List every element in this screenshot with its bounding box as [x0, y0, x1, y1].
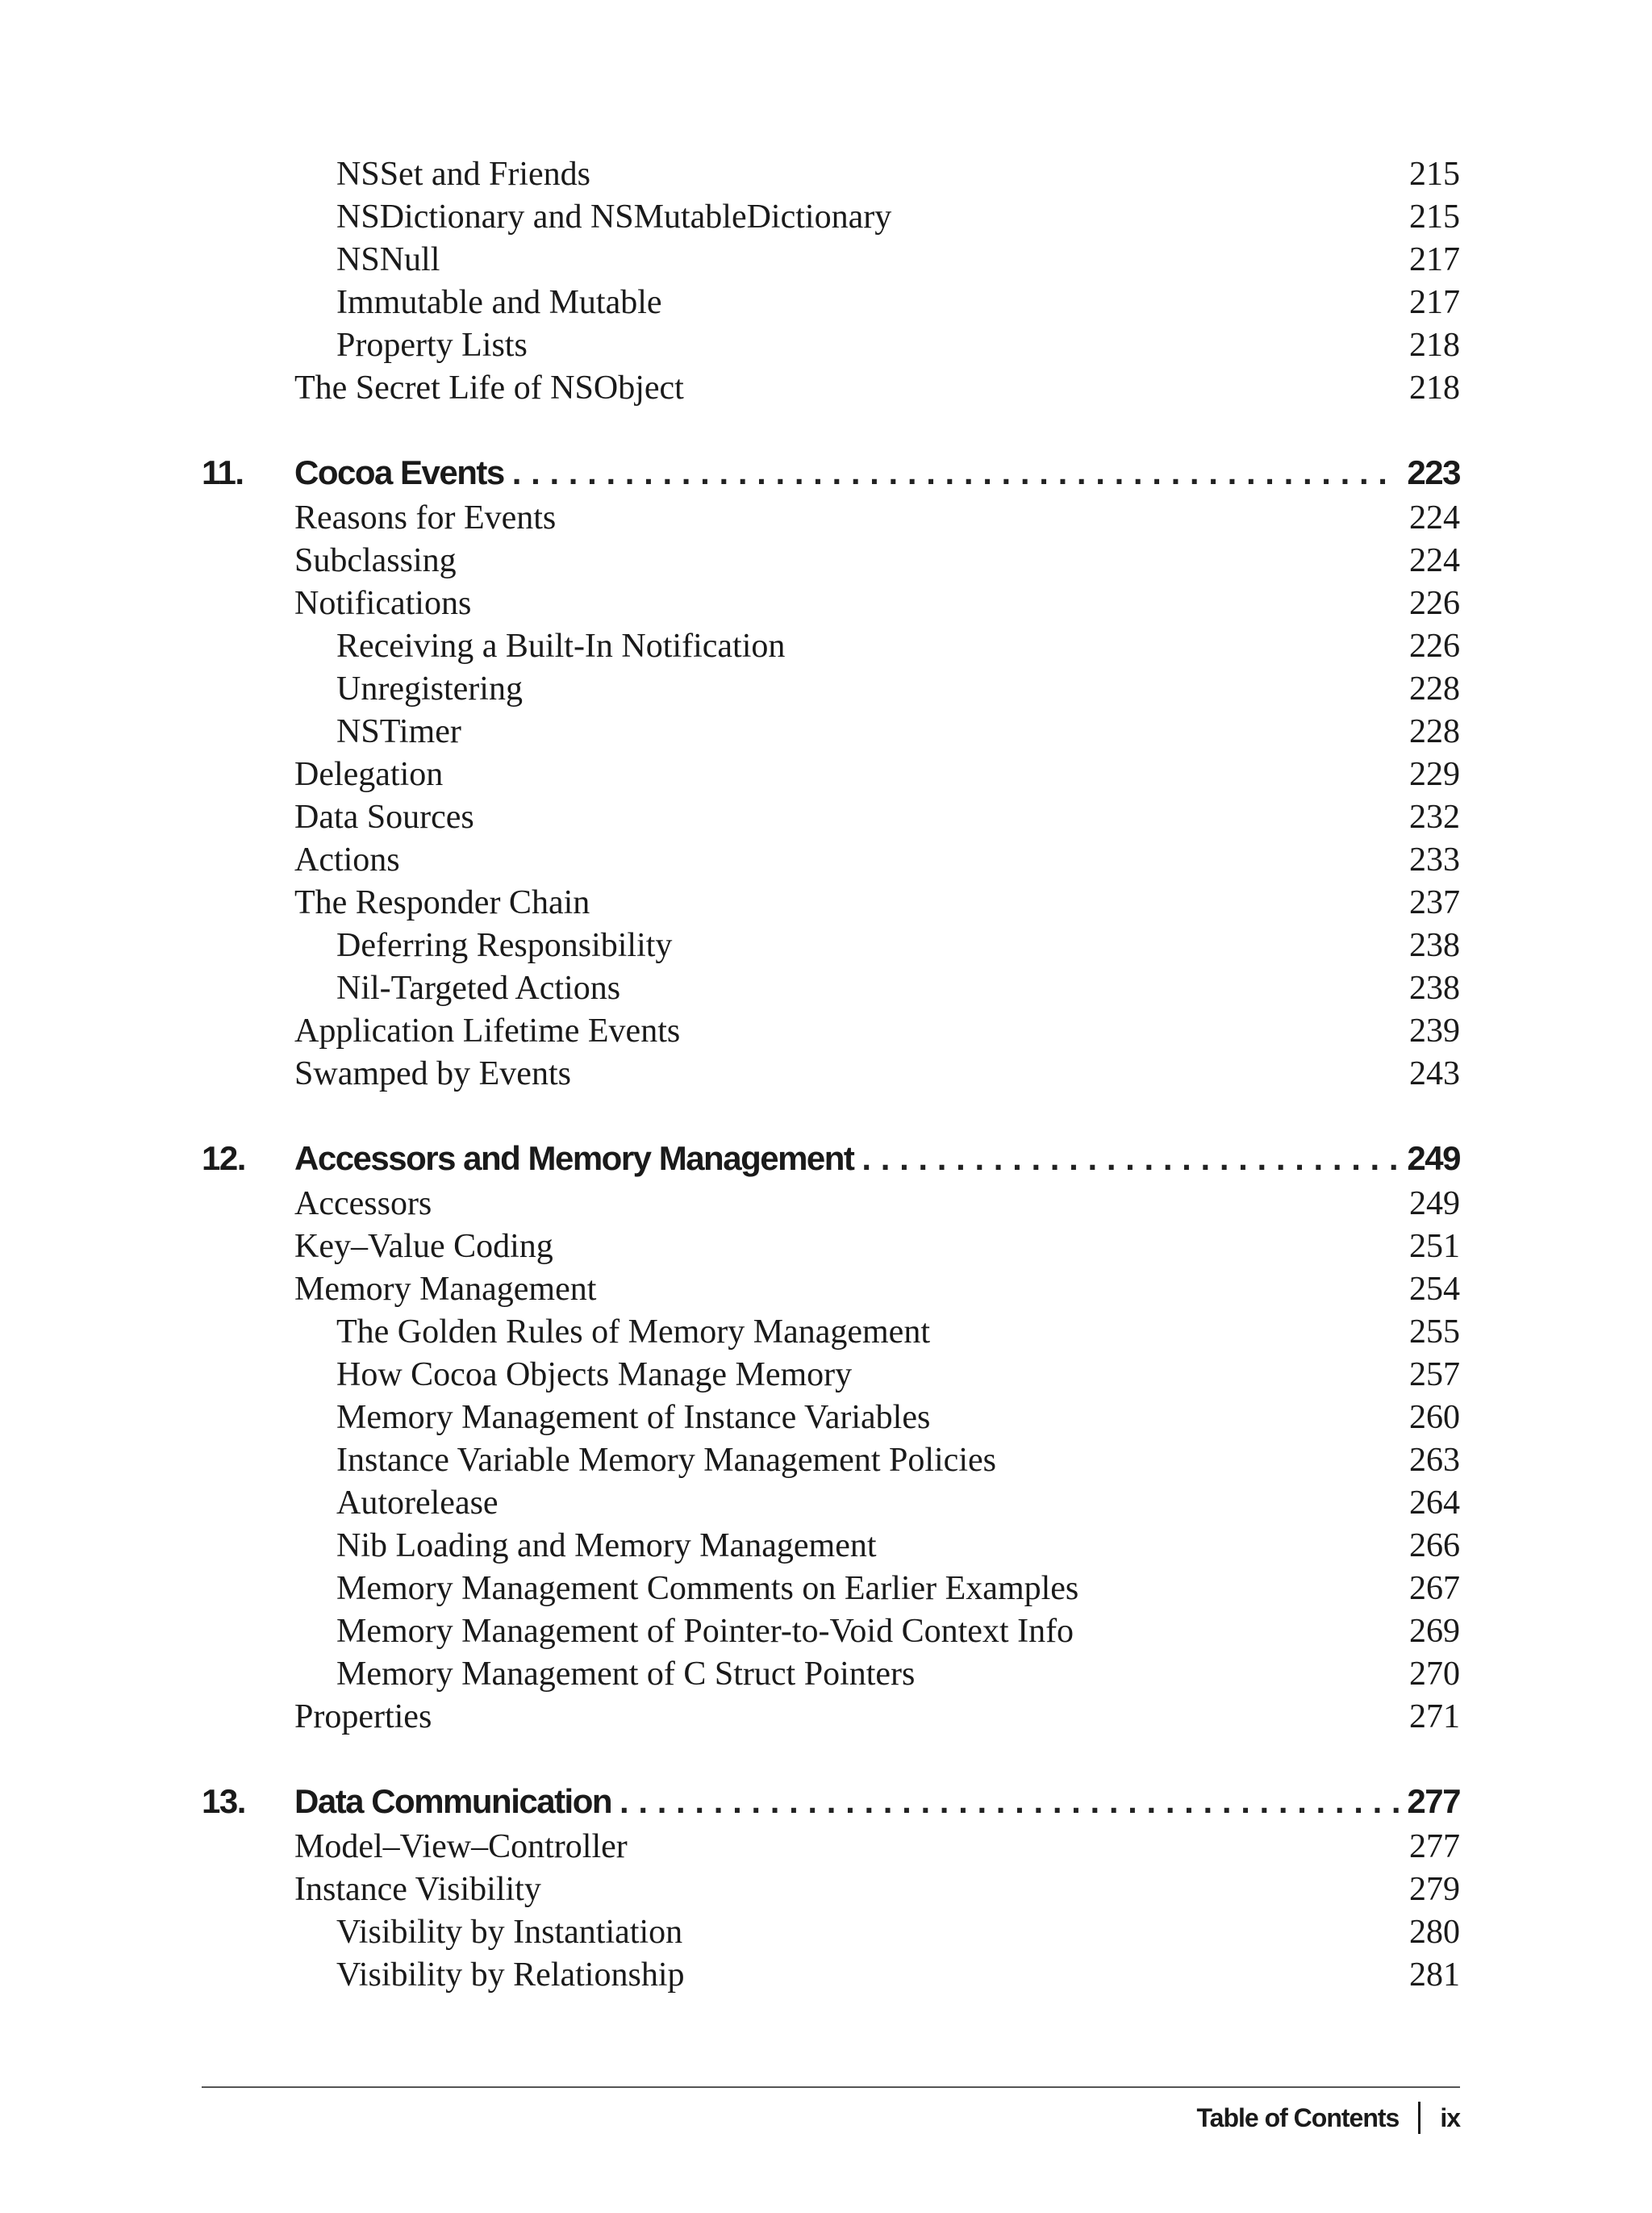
toc-entry-title: Immutable and Mutable [336, 284, 662, 321]
toc-entry-page: 217 [1409, 241, 1460, 278]
toc-entry-page: 254 [1409, 1271, 1460, 1308]
toc-entry-page: 228 [1409, 670, 1460, 708]
chapter-title: Accessors and Memory Management [294, 1139, 854, 1177]
toc-entry-page: 218 [1409, 370, 1460, 407]
toc-subsection-entry [202, 1482, 1460, 1525]
toc-subsection-entry [202, 1525, 1460, 1568]
toc-entry-page: 280 [1409, 1914, 1460, 1951]
toc-entry-page: 269 [1409, 1613, 1460, 1650]
toc-entry-page: 229 [1409, 756, 1460, 793]
footer-divider [202, 2086, 1460, 2088]
toc-entry-page: 232 [1409, 799, 1460, 836]
chapter-number: 13. [202, 1782, 245, 1820]
toc-subsection-entry [202, 1954, 1460, 1997]
toc-subsection-entry [202, 1354, 1460, 1397]
toc-chapter-heading [202, 449, 1460, 497]
toc-section-entry [202, 1010, 1460, 1053]
toc-entry-page: 267 [1409, 1570, 1460, 1607]
toc-entry-title: Delegation [294, 756, 444, 793]
toc-subsection-entry [202, 324, 1460, 367]
toc-section-entry [202, 882, 1460, 925]
toc-entry-title: Receiving a Built-In Notification [336, 628, 786, 665]
toc-entry-title: Instance Visibility [294, 1871, 541, 1908]
toc-entry-title: Memory Management of Instance Variables [336, 1399, 931, 1436]
toc-subsection-entry [202, 625, 1460, 668]
toc-entry-title: Instance Variable Memory Management Policies [336, 1442, 996, 1479]
chapter-number: 12. [202, 1139, 245, 1177]
toc-entry-title: NSTimer [336, 713, 461, 750]
toc-entry-title: Memory Management Comments on Earlier Examples [336, 1570, 1079, 1607]
toc-subsection-entry [202, 1397, 1460, 1439]
toc-entry-title: Swamped by Events [294, 1055, 571, 1092]
toc-section-entry [202, 1826, 1460, 1869]
toc-entry-page: 224 [1409, 542, 1460, 579]
chapter-page: 277 [1407, 1782, 1460, 1820]
toc-entry-page: 281 [1409, 1956, 1460, 1994]
toc-entry-page: 249 [1409, 1185, 1460, 1222]
toc-entry-page: 217 [1409, 284, 1460, 321]
toc-entry-title: Actions [294, 841, 400, 879]
toc-entry-page: 215 [1409, 156, 1460, 193]
toc-entry-page: 233 [1409, 841, 1460, 879]
toc-subsection-entry [202, 196, 1460, 239]
toc-section-entry [202, 754, 1460, 796]
toc-entry-title: Key–Value Coding [294, 1228, 553, 1265]
toc-entry-title: The Golden Rules of Memory Management [336, 1313, 930, 1351]
toc-entry-title: The Responder Chain [294, 884, 590, 921]
toc-entry-page: 238 [1409, 927, 1460, 964]
toc-subsection-entry [202, 711, 1460, 754]
toc-section-entry [202, 1226, 1460, 1268]
toc-entry-title: Nib Loading and Memory Management [336, 1527, 877, 1564]
toc-entry-title: NSDictionary and NSMutableDictionary [336, 198, 892, 236]
toc-entry-page: 271 [1409, 1698, 1460, 1735]
toc-entry-page: 218 [1409, 327, 1460, 364]
chapter-number: 11. [202, 453, 244, 491]
toc-entry-title: Memory Management of C Struct Pointers [336, 1656, 916, 1693]
footer-section-label: Table of Contents [1196, 2102, 1400, 2132]
toc-entry-title: Memory Management of Pointer-to-Void Context Info [336, 1613, 1074, 1650]
toc-entry-title: NSNull [336, 241, 440, 278]
toc-entry-page: 239 [1409, 1013, 1460, 1050]
toc-subsection-entry [202, 1653, 1460, 1696]
chapter-page: 249 [1407, 1139, 1460, 1177]
dot-leader [620, 1777, 1399, 1826]
toc-entry-page: 226 [1409, 585, 1460, 622]
toc-entry-title: Subclassing [294, 542, 457, 579]
toc-subsection-entry [202, 282, 1460, 324]
toc-entry-page: 277 [1409, 1828, 1460, 1865]
toc-section-entry [202, 1268, 1460, 1311]
chapter-title: Data Communication [294, 1782, 612, 1820]
toc-entry-page: 228 [1409, 713, 1460, 750]
toc-entry-title: Properties [294, 1698, 432, 1735]
toc-subsection-entry [202, 1311, 1460, 1354]
toc-entry-title: Autorelease [336, 1484, 499, 1522]
toc-entry-title: Property Lists [336, 327, 528, 364]
toc-chapter-heading [202, 1777, 1460, 1826]
toc-entry-page: 270 [1409, 1656, 1460, 1693]
toc-entry-title: Nil-Targeted Actions [336, 970, 621, 1007]
toc-entry-page: 255 [1409, 1313, 1460, 1351]
toc-section-entry [202, 582, 1460, 625]
toc-entry-title: Memory Management [294, 1271, 597, 1308]
toc-section-entry [202, 540, 1460, 582]
toc-subsection-entry [202, 1439, 1460, 1482]
toc-entry-title: Model–View–Controller [294, 1828, 628, 1865]
chapter-page: 223 [1407, 453, 1460, 491]
toc-entry-title: Notifications [294, 585, 472, 622]
toc-entry-page: 266 [1409, 1527, 1460, 1564]
toc-section-entry [202, 367, 1460, 410]
dot-leader [512, 449, 1400, 497]
toc-entry-page: 238 [1409, 970, 1460, 1007]
table-of-contents [202, 153, 1460, 1997]
toc-entry-title: Unregistering [336, 670, 523, 708]
toc-entry-page: 251 [1409, 1228, 1460, 1265]
toc-section-entry [202, 1696, 1460, 1739]
toc-section-entry [202, 497, 1460, 540]
toc-chapter-heading [202, 1134, 1460, 1183]
toc-subsection-entry [202, 1568, 1460, 1610]
toc-subsection-entry [202, 1610, 1460, 1653]
toc-entry-title: The Secret Life of NSObject [294, 370, 684, 407]
footer-page-number: ix [1440, 2102, 1460, 2132]
toc-subsection-entry [202, 1911, 1460, 1954]
toc-entry-title: NSSet and Friends [336, 156, 590, 193]
toc-entry-title: How Cocoa Objects Manage Memory [336, 1356, 853, 1393]
toc-entry-page: 226 [1409, 628, 1460, 665]
page-footer [1196, 2102, 1460, 2134]
toc-subsection-entry [202, 153, 1460, 196]
toc-section-entry [202, 1183, 1460, 1226]
toc-entry-title: Accessors [294, 1185, 432, 1222]
toc-entry-title: Deferring Responsibility [336, 927, 673, 964]
toc-entry-page: 243 [1409, 1055, 1460, 1092]
toc-subsection-entry [202, 925, 1460, 967]
toc-subsection-entry [202, 668, 1460, 711]
dot-leader [861, 1134, 1399, 1183]
toc-entry-title: Application Lifetime Events [294, 1013, 681, 1050]
chapter-title: Cocoa Events [294, 453, 504, 491]
toc-entry-page: 224 [1409, 499, 1460, 537]
toc-subsection-entry [202, 967, 1460, 1010]
toc-entry-title: Data Sources [294, 799, 474, 836]
toc-entry-page: 263 [1409, 1442, 1460, 1479]
toc-entry-title: Visibility by Instantiation [336, 1914, 683, 1951]
toc-entry-title: Reasons for Events [294, 499, 557, 537]
toc-entry-page: 215 [1409, 198, 1460, 236]
toc-subsection-entry [202, 239, 1460, 282]
toc-section-entry [202, 796, 1460, 839]
toc-section-entry [202, 1869, 1460, 1911]
toc-section-entry [202, 1053, 1460, 1096]
toc-entry-page: 260 [1409, 1399, 1460, 1436]
toc-entry-page: 264 [1409, 1484, 1460, 1522]
toc-entry-title: Visibility by Relationship [336, 1956, 685, 1994]
footer-separator [1418, 2102, 1420, 2134]
toc-entry-page: 237 [1409, 884, 1460, 921]
toc-entry-page: 257 [1409, 1356, 1460, 1393]
toc-entry-page: 279 [1409, 1871, 1460, 1908]
toc-section-entry [202, 839, 1460, 882]
